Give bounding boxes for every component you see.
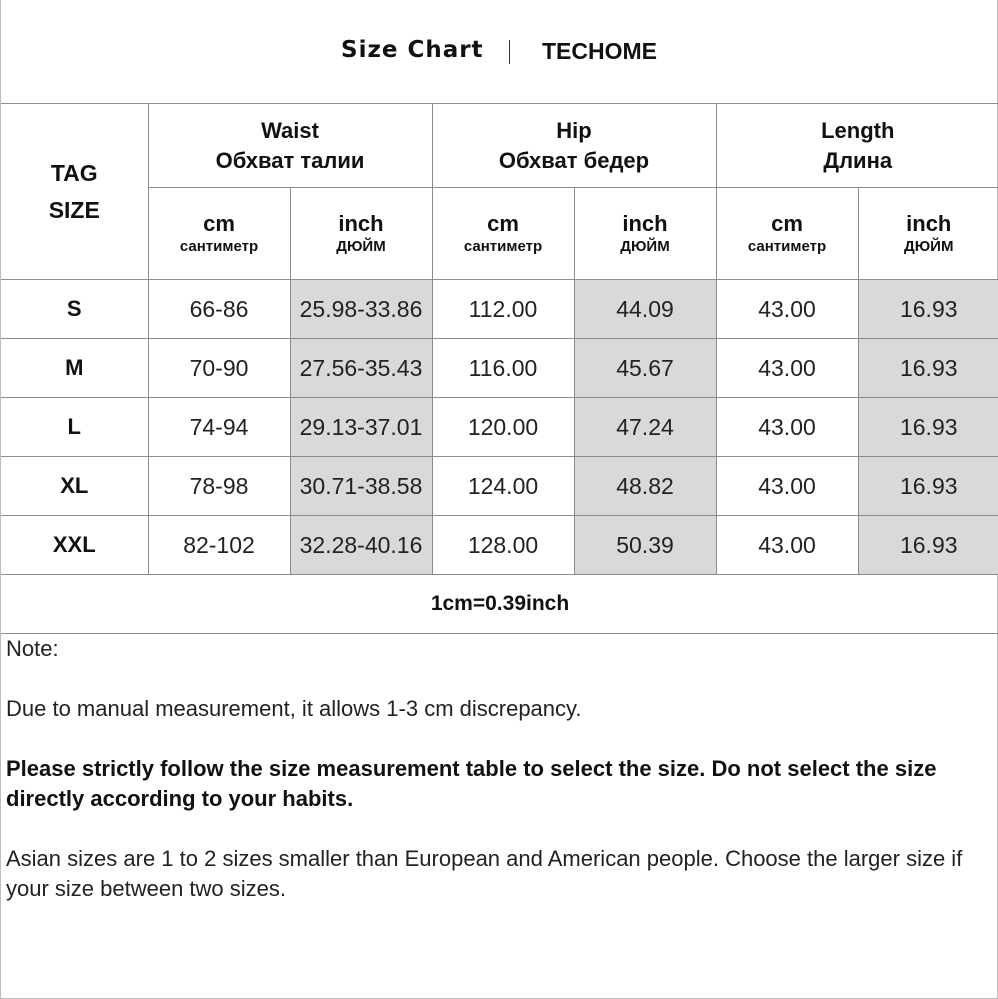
hip-cm-cell: 124.00 xyxy=(432,457,574,516)
conversion-row xyxy=(1,575,998,634)
length-header xyxy=(716,104,998,188)
length-cm-cell: 43.00 xyxy=(716,516,858,575)
size-cell: XL xyxy=(1,457,148,516)
waist-cm-cell: 66-86 xyxy=(148,280,290,339)
waist-inch-cell: 27.56-35.43 xyxy=(290,339,432,398)
unit-main: cm xyxy=(203,210,235,236)
waist-cm-cell: 78-98 xyxy=(148,457,290,516)
note-discrepancy: Due to manual measurement, it allows 1-3 cm discrepancy. xyxy=(6,696,582,721)
table-row xyxy=(1,398,998,457)
length-inch-cell: 16.93 xyxy=(858,398,998,457)
table-row xyxy=(1,339,998,398)
unit-header xyxy=(716,188,858,280)
size-cell: XXL xyxy=(1,516,148,575)
unit-header xyxy=(148,188,290,280)
unit-sub: ДЮЙМ xyxy=(620,237,670,255)
notes-section xyxy=(6,634,991,904)
unit-main: inch xyxy=(906,210,952,236)
note-asian-sizes: Asian sizes are 1 to 2 sizes smaller than European and American people. Choose the larger size if your size between two sizes. xyxy=(6,846,963,901)
unit-sub: сантиметр xyxy=(463,237,543,255)
unit-main: cm xyxy=(771,210,803,236)
waist-cm-cell: 74-94 xyxy=(148,398,290,457)
length-cm-cell: 43.00 xyxy=(716,280,858,339)
note-follow-table: Please strictly follow the size measurement table to select the size. Do not select the size directly according to your habits. xyxy=(6,756,937,811)
length-cm-cell: 43.00 xyxy=(716,398,858,457)
length-inch-cell: 16.93 xyxy=(858,457,998,516)
unit-header xyxy=(290,188,432,280)
size-label: SIZE xyxy=(48,196,100,223)
waist-inch-cell: 32.28-40.16 xyxy=(290,516,432,575)
unit-main: inch xyxy=(338,210,384,236)
table-row xyxy=(1,280,998,339)
length-header-ru: Длина xyxy=(823,147,893,173)
tag-label: TAG xyxy=(50,159,98,186)
unit-main: cm xyxy=(487,210,519,236)
hip-inch-cell: 47.24 xyxy=(574,398,716,457)
hip-inch-cell: 48.82 xyxy=(574,457,716,516)
hip-cm-cell: 128.00 xyxy=(432,516,574,575)
brand-name: TECHOME xyxy=(542,38,657,64)
length-inch-cell: 16.93 xyxy=(858,280,998,339)
unit-header xyxy=(574,188,716,280)
hip-inch-cell: 50.39 xyxy=(574,516,716,575)
waist-inch-cell: 29.13-37.01 xyxy=(290,398,432,457)
tag-size-header xyxy=(1,104,148,280)
title-divider xyxy=(509,40,510,64)
conversion-note: 1cm=0.39inch xyxy=(1,575,998,634)
size-cell: S xyxy=(1,280,148,339)
length-inch-cell: 16.93 xyxy=(858,516,998,575)
header-row-groups xyxy=(1,104,998,188)
header-row-units xyxy=(1,188,998,280)
waist-header-en: Waist xyxy=(261,117,319,143)
unit-header xyxy=(432,188,574,280)
unit-sub: сантиметр xyxy=(179,237,259,255)
size-table xyxy=(1,103,998,634)
waist-header xyxy=(148,104,432,188)
length-cm-cell: 43.00 xyxy=(716,457,858,516)
note-heading: Note: xyxy=(6,636,59,661)
waist-cm-cell: 70-90 xyxy=(148,339,290,398)
hip-cm-cell: 116.00 xyxy=(432,339,574,398)
table-row xyxy=(1,457,998,516)
hip-cm-cell: 112.00 xyxy=(432,280,574,339)
unit-sub: ДЮЙМ xyxy=(336,237,386,255)
length-cm-cell: 43.00 xyxy=(716,339,858,398)
size-cell: M xyxy=(1,339,148,398)
unit-sub: ДЮЙМ xyxy=(904,237,954,255)
hip-header-ru: Обхват бедер xyxy=(498,147,650,173)
unit-main: inch xyxy=(622,210,668,236)
unit-sub: сантиметр xyxy=(747,237,827,255)
length-header-en: Length xyxy=(821,117,895,143)
table-row xyxy=(1,516,998,575)
size-cell: L xyxy=(1,398,148,457)
waist-inch-cell: 30.71-38.58 xyxy=(290,457,432,516)
waist-inch-cell: 25.98-33.86 xyxy=(290,280,432,339)
hip-inch-cell: 45.67 xyxy=(574,339,716,398)
length-inch-cell: 16.93 xyxy=(858,339,998,398)
hip-header xyxy=(432,104,716,188)
chart-title: Size Chart xyxy=(341,37,484,63)
waist-header-ru: Обхват талии xyxy=(215,147,365,173)
hip-header-en: Hip xyxy=(556,117,592,143)
chart-header xyxy=(1,0,998,103)
waist-cm-cell: 82-102 xyxy=(148,516,290,575)
unit-header xyxy=(858,188,998,280)
hip-inch-cell: 44.09 xyxy=(574,280,716,339)
hip-cm-cell: 120.00 xyxy=(432,398,574,457)
